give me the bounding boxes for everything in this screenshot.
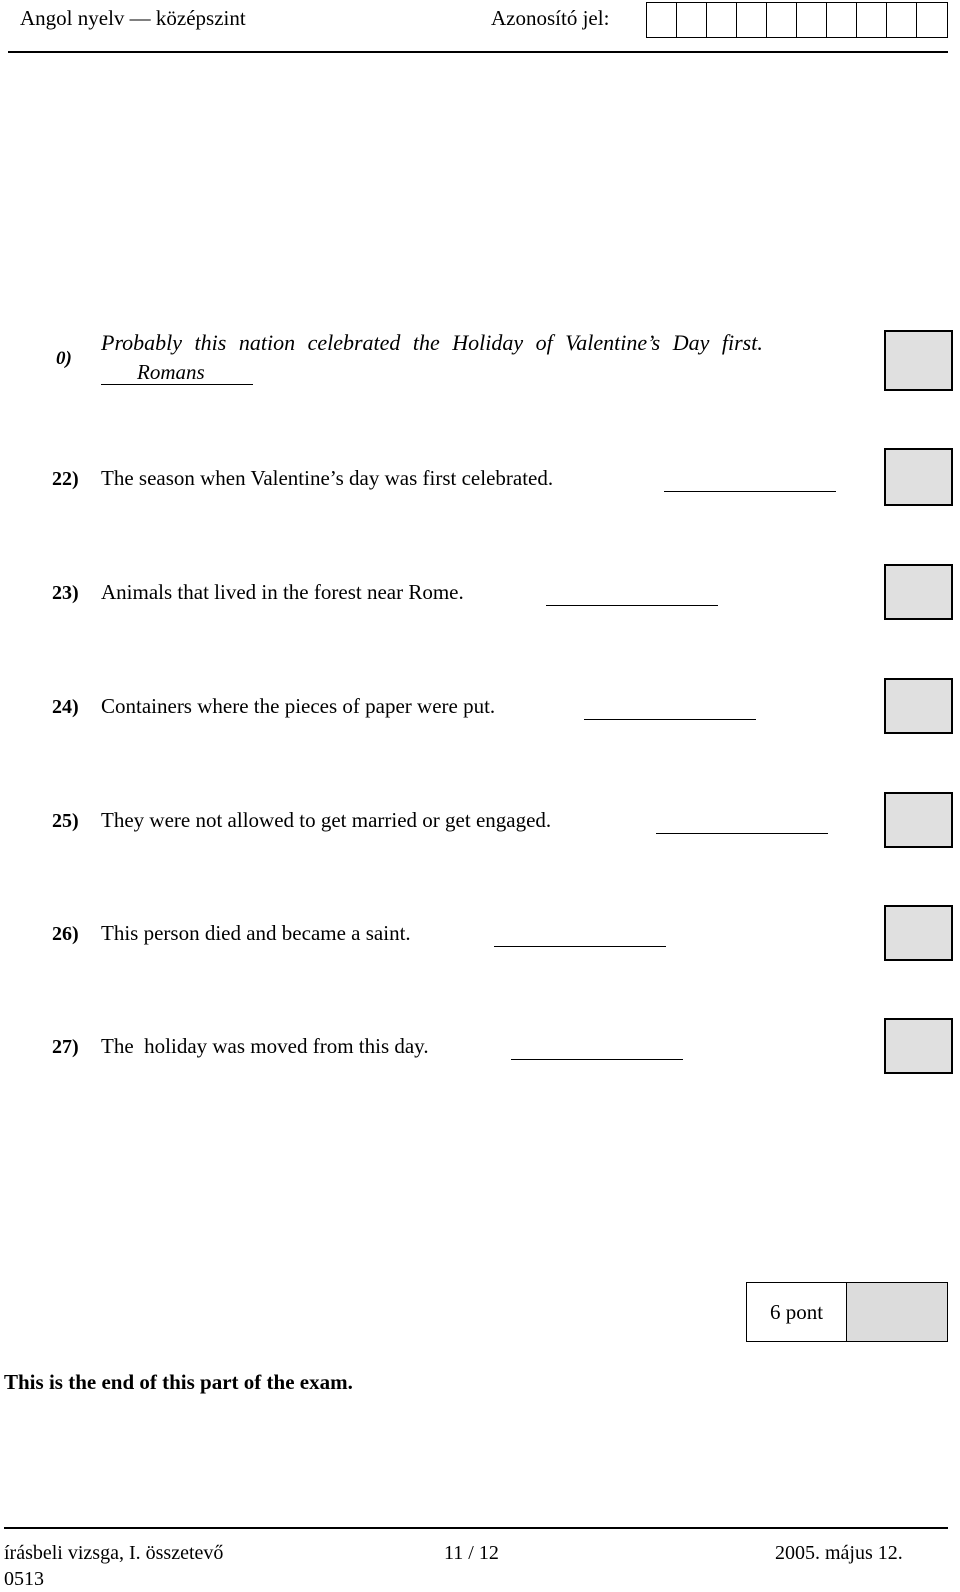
question-number: 27) xyxy=(52,1036,79,1058)
question-text: Containers where the pieces of paper were put. xyxy=(101,694,496,718)
example-answer: Romans xyxy=(137,360,205,384)
total-points-label: 6 pont xyxy=(747,1283,847,1341)
question-text: The season when Valentine’s day was first celebrated. xyxy=(101,466,554,490)
score-box[interactable] xyxy=(884,792,953,848)
question-number: 26) xyxy=(52,923,79,945)
id-code-box[interactable] xyxy=(887,3,917,37)
question-text: The holiday was moved from this day. xyxy=(101,1034,429,1058)
id-code-box[interactable] xyxy=(737,3,767,37)
end-of-part-note: This is the end of this part of the exam. xyxy=(4,1370,353,1394)
footer-exam-part: írásbeli vizsga, I. összetevő xyxy=(4,1542,224,1564)
header-divider xyxy=(8,51,948,53)
footer-code: 0513 xyxy=(4,1568,44,1590)
question-number: 23) xyxy=(52,582,79,604)
question-text: This person died and became a saint. xyxy=(101,921,411,945)
question-number: 22) xyxy=(52,468,79,490)
answer-line[interactable] xyxy=(656,833,828,834)
question-number: 25) xyxy=(52,810,79,832)
question-number: 24) xyxy=(52,696,79,718)
score-box[interactable] xyxy=(884,678,953,734)
answer-line[interactable] xyxy=(584,719,756,720)
id-code-boxes[interactable] xyxy=(646,2,948,38)
footer-page-number: 11 / 12 xyxy=(444,1542,499,1564)
id-code-box[interactable] xyxy=(647,3,677,37)
id-code-box[interactable] xyxy=(797,3,827,37)
id-code-box[interactable] xyxy=(917,3,947,37)
example-answer-line xyxy=(101,360,253,385)
answer-line[interactable] xyxy=(664,491,836,492)
total-points-box xyxy=(746,1282,948,1342)
score-box[interactable] xyxy=(884,564,953,620)
footer-divider xyxy=(4,1527,948,1529)
header-subject: Angol nyelv — középszint xyxy=(20,6,246,30)
id-label: Azonosító jel: xyxy=(491,6,610,30)
question-text: They were not allowed to get married or get engaged. xyxy=(101,808,552,832)
question-text: Animals that lived in the forest near Rome. xyxy=(101,580,464,604)
footer-date: 2005. május 12. xyxy=(775,1542,903,1564)
id-code-box[interactable] xyxy=(827,3,857,37)
score-box[interactable] xyxy=(884,448,953,506)
id-code-box[interactable] xyxy=(857,3,887,37)
answer-line[interactable] xyxy=(546,605,718,606)
id-code-box[interactable] xyxy=(767,3,797,37)
score-box[interactable] xyxy=(884,1018,953,1074)
total-score-field[interactable] xyxy=(847,1283,947,1341)
id-code-box[interactable] xyxy=(677,3,707,37)
answer-line[interactable] xyxy=(511,1059,683,1060)
example-question: Probably this nation celebrated the Holiday of Valentine’s Day first. xyxy=(101,330,763,355)
score-box[interactable] xyxy=(884,905,953,961)
example-number: 0) xyxy=(56,348,72,369)
answer-line[interactable] xyxy=(494,946,666,947)
id-code-box[interactable] xyxy=(707,3,737,37)
score-box-example xyxy=(884,330,953,391)
